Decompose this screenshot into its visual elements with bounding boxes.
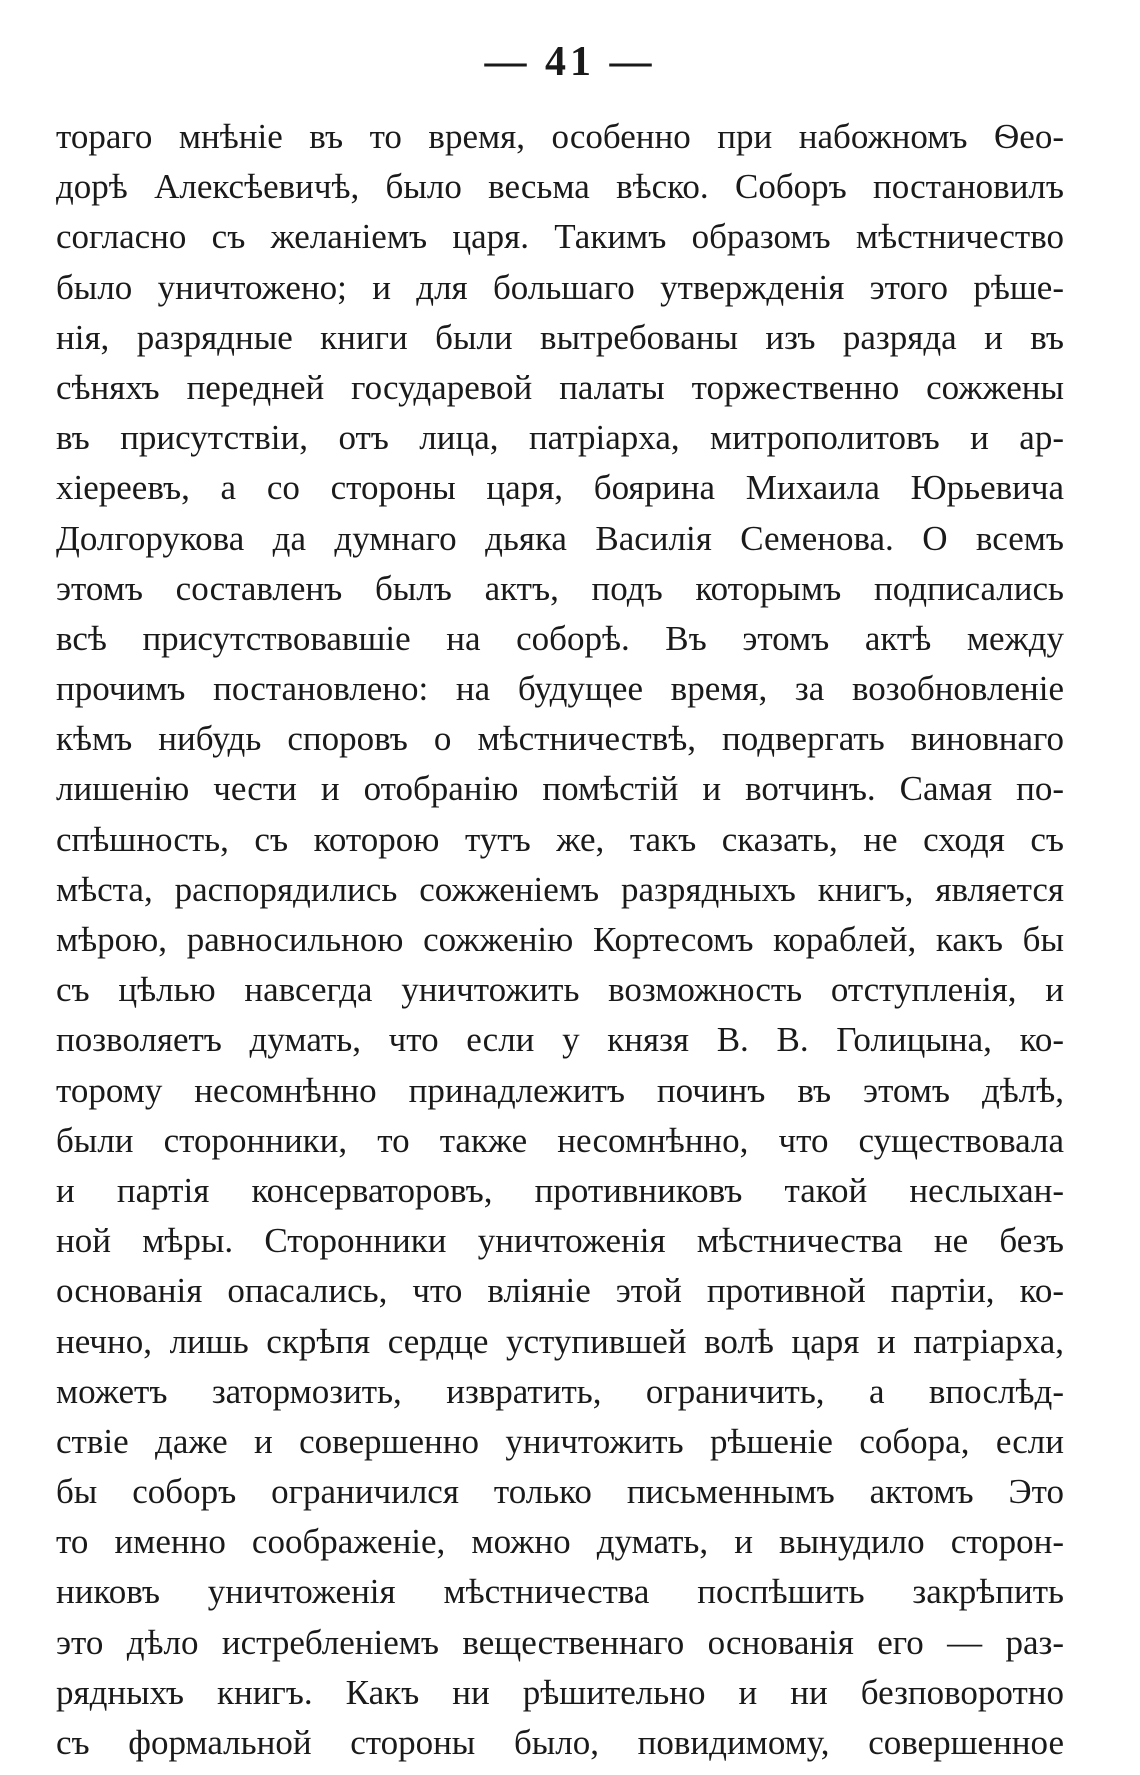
text-line: ствіе даже и совершенно уничтожить рѣшеніе собора, если xyxy=(56,1421,1064,1461)
text-line: и партія консерваторовъ, противниковъ такой неслыхан- xyxy=(56,1170,1064,1210)
text-line: сѣняхъ передней государевой палаты торжественно сожжены xyxy=(56,367,1064,407)
text-line: всѣ присутствовавшіе на соборѣ. Въ этомъ актѣ между xyxy=(56,618,1064,658)
text-line: Долгорукова да думнаго дьяка Василія Семенова. О всемъ xyxy=(56,518,1064,558)
text-line: бы соборъ ограничился только письменнымъ актомъ Это xyxy=(56,1472,1064,1512)
text-line: хіереевъ, а со стороны царя, боярина Михаила Юрьевича xyxy=(56,468,1064,508)
text-line: можетъ затормозить, извратить, ограничить, а впослѣд- xyxy=(56,1371,1064,1411)
text-line: съ формальной стороны было, повидимому, совершенное xyxy=(56,1723,1064,1762)
text-line: торому несомнѣнно принадлежитъ починъ въ этомъ дѣлѣ, xyxy=(56,1070,1064,1110)
text-line: было уничтожено; и для большаго утвержденія этого рѣше- xyxy=(56,267,1064,307)
text-line: въ присутствіи, отъ лица, патріарха, митрополитовъ и ар- xyxy=(56,418,1064,458)
text-line: ной мѣры. Сторонники уничтоженія мѣстничества не безъ xyxy=(56,1221,1064,1261)
text-line: спѣшность, съ которою тутъ же, такъ сказать, не сходя съ xyxy=(56,819,1064,859)
text-line: мѣста, распорядились сожженіемъ разрядныхъ книгъ, является xyxy=(56,869,1064,909)
text-line: прочимъ постановлено: на будущее время, за возобновленіе xyxy=(56,669,1064,709)
text-line: это дѣло истребленіемъ вещественнаго основанія его — раз- xyxy=(56,1622,1064,1662)
text-line: кѣмъ нибудь споровъ о мѣстничествѣ, подвергать виновнаго xyxy=(56,719,1064,759)
text-line: нія, разрядные книги были вытребованы изъ разряда и въ xyxy=(56,317,1064,357)
text-line: мѣрою, равносильною сожженію Кортесомъ кораблей, какъ бы xyxy=(56,920,1064,959)
text-line: съ цѣлью навсегда уничтожить возможность отступленія, и xyxy=(56,970,1064,1010)
text-line: дорѣ Алексѣевичѣ, было весьма вѣско. Соборъ постановилъ xyxy=(56,167,1064,207)
text-line: тораго мнѣніе въ то время, особенно при набожномъ Ѳео- xyxy=(56,117,1064,156)
text-line: никовъ уничтоженія мѣстничества поспѣшить закрѣпить xyxy=(56,1572,1064,1612)
body-text xyxy=(56,112,1064,1768)
text-line: то именно соображеніе, можно думать, и вынудило сторон- xyxy=(56,1522,1064,1562)
text-line: согласно съ желаніемъ царя. Такимъ образомъ мѣстничество xyxy=(56,217,1064,257)
text-line: этомъ составленъ былъ актъ, подъ которымъ подписались xyxy=(56,568,1064,608)
text-line: лишенію чести и отобранію помѣстій и вотчинъ. Самая по- xyxy=(56,769,1064,809)
text-line: нечно, лишь скрѣпя сердце уступившей волѣ царя и патріарха, xyxy=(56,1321,1064,1361)
text-line: были сторонники, то также несомнѣнно, что существовала xyxy=(56,1120,1064,1160)
page-number: — 41 — xyxy=(484,39,656,85)
text-line: основанія опасались, что вліяніе этой противной партіи, ко- xyxy=(56,1271,1064,1311)
text-line: рядныхъ книгъ. Какъ ни рѣшительно и ни безповоротно xyxy=(56,1672,1064,1712)
text-line: позволяетъ думать, что если у князя В. В. Голицына, ко- xyxy=(56,1020,1064,1060)
